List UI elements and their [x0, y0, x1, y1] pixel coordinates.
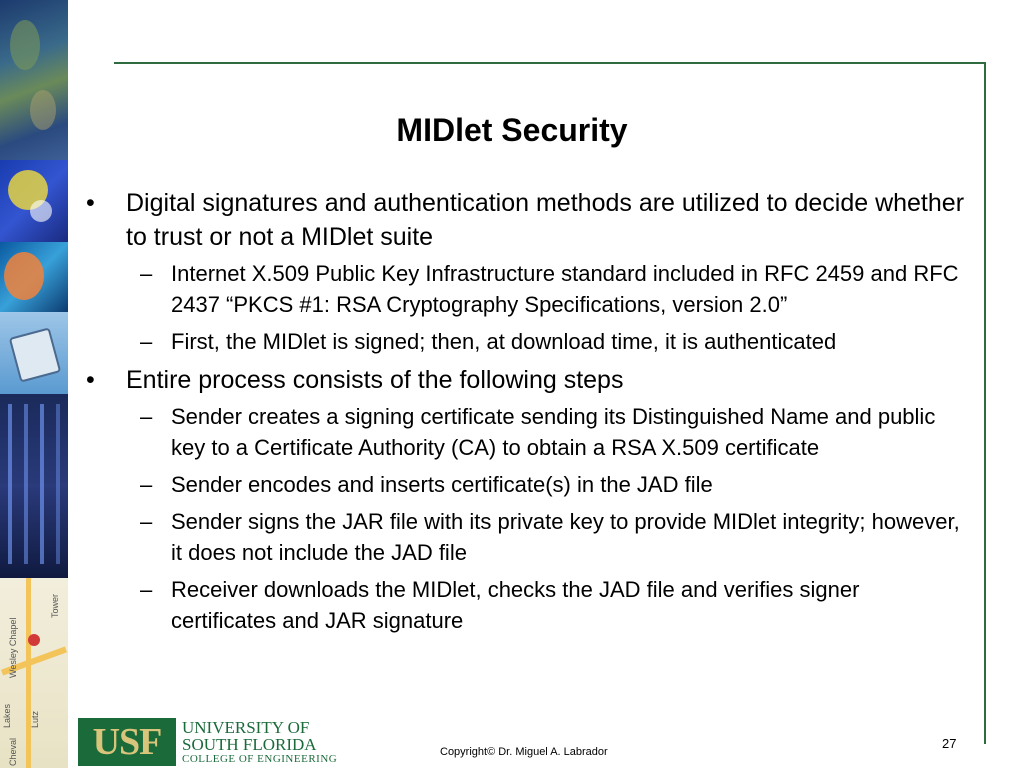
sub-bullet-item [86, 574, 966, 636]
sub-bullet-item [86, 326, 966, 357]
cell-phone-image [0, 312, 68, 394]
frame-top-rule [114, 62, 986, 64]
sub-bullet-text: First, the MIDlet is signed; then, at download time, it is authenticated [171, 329, 837, 354]
sub-bullet-text: Sender signs the JAR file with its private key to provide MIDlet integrity; however, it does not include the JAD file [171, 509, 960, 565]
sub-bullet-text: Receiver downloads the MIDlet, checks the JAD file and verifies signer certificates and JAR signature [171, 577, 860, 633]
bullet-marker: • [86, 189, 95, 217]
usf-logo [78, 718, 337, 766]
copyright-text: Copyright© Dr. Miguel A. Labrador [440, 746, 608, 758]
map-pin-icon [28, 634, 40, 646]
sub-bullet-item [86, 469, 966, 500]
road-map-image [0, 578, 68, 768]
map-label: Tower [50, 593, 60, 618]
bullet-text: Entire process consists of the following steps [126, 366, 624, 394]
map-label: Lakes [2, 703, 12, 728]
dash-marker: – [140, 329, 153, 354]
dash-marker: – [140, 404, 153, 429]
decorative-image-strip [0, 0, 68, 768]
sub-bullet-item [86, 258, 966, 320]
usf-logo-line3: COLLEGE OF ENGINEERING [182, 752, 338, 765]
dash-marker: – [140, 472, 153, 497]
dash-marker: – [140, 577, 153, 602]
bullet-item [86, 186, 966, 254]
brain-scan-image [0, 242, 68, 312]
slide-content [86, 186, 966, 642]
bullet-text: Digital signatures and authentication methods are utilized to decide whether to trust or not a MIDlet suite [126, 189, 965, 251]
page-number: 27 [942, 736, 957, 751]
satellite-dish-image [0, 160, 68, 242]
map-label: Lutz [30, 710, 40, 728]
sub-bullet-item [86, 401, 966, 463]
dash-marker: – [140, 261, 153, 286]
usf-logo-line1: UNIVERSITY OF [182, 717, 310, 737]
dash-marker: – [140, 509, 153, 534]
map-label: Cheval [8, 737, 18, 766]
server-rack-image [0, 394, 68, 578]
bullet-item [86, 363, 966, 397]
map-label: Wesley Chapel [8, 617, 18, 678]
usf-logo-mark: USF [78, 718, 176, 766]
usf-logo-text [176, 718, 337, 766]
sub-bullet-item [86, 506, 966, 568]
sub-bullet-text: Sender encodes and inserts certificate(s) in the JAD file [171, 472, 713, 497]
bullet-marker: • [86, 366, 95, 394]
sub-bullet-text: Sender creates a signing certificate sending its Distinguished Name and public key to a Certificate Authority (CA) to obtain a RSA X.509 certificate [171, 404, 936, 460]
satellite-map-image [0, 0, 68, 160]
usf-logo-line2: SOUTH FLORIDA [182, 734, 317, 754]
slide-title: MIDlet Security [396, 112, 628, 148]
sub-bullet-text: Internet X.509 Public Key Infrastructure standard included in RFC 2459 and RFC 2437 “PKCS #1: RSA Cryptography Specifications, version 2.0” [171, 261, 959, 317]
frame-right-rule [984, 62, 986, 744]
